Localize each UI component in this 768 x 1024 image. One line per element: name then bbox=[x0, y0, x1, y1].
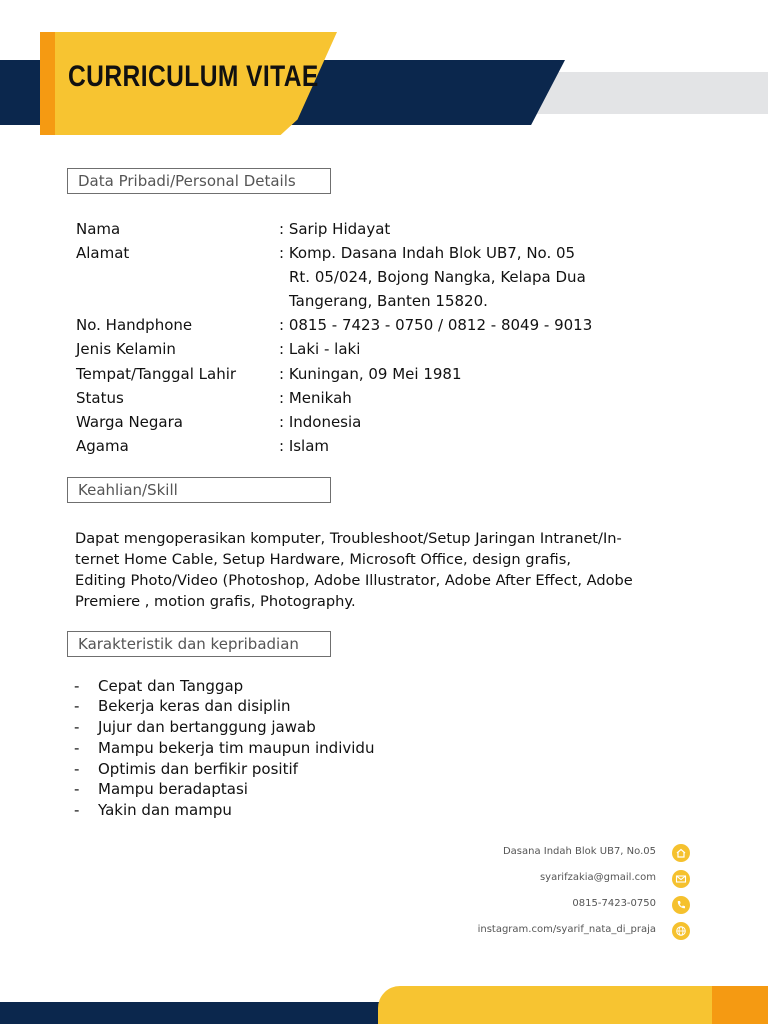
trait-text: Cepat dan Tanggap bbox=[98, 677, 244, 695]
value-tempat-tanggal-lahir: : Kuningan, 09 Mei 1981 bbox=[279, 365, 462, 383]
value-status: : Menikah bbox=[279, 389, 352, 407]
value-warga-negara: : Indonesia bbox=[279, 413, 362, 431]
value-handphone: : 0815 - 7423 - 0750 / 0812 - 8049 - 9013 bbox=[279, 316, 593, 334]
list-item bbox=[74, 780, 248, 798]
label-status: Status bbox=[76, 389, 124, 407]
trait-text: Yakin dan mampu bbox=[98, 801, 232, 819]
bullet-dash: - bbox=[74, 739, 80, 757]
list-item bbox=[74, 697, 291, 715]
label-tempat-tanggal-lahir: Tempat/Tanggal Lahir bbox=[76, 365, 237, 383]
value-jenis-kelamin: : Laki - laki bbox=[279, 340, 361, 358]
label-agama: Agama bbox=[76, 437, 129, 455]
label-alamat: Alamat bbox=[76, 244, 130, 262]
skill-line: Dapat mengoperasikan komputer, Troubleshoot/Setup Jaringan Intranet/In- bbox=[75, 530, 622, 547]
skill-line: Editing Photo/Video (Photoshop, Adobe Illustrator, Adobe After Effect, Adobe bbox=[75, 572, 633, 589]
value-alamat-line2: Rt. 05/024, Bojong Nangka, Kelapa Dua bbox=[289, 268, 586, 286]
skill-line: ternet Home Cable, Setup Hardware, Microsoft Office, design grafis, bbox=[75, 551, 571, 568]
header-gray-band bbox=[530, 72, 768, 114]
trait-text: Optimis dan berfikir positif bbox=[98, 760, 298, 778]
value-alamat-line1: : Komp. Dasana Indah Blok UB7, No. 05 bbox=[279, 244, 576, 262]
header-orange-stripe bbox=[40, 32, 55, 135]
trait-text: Mampu beradaptasi bbox=[98, 780, 248, 798]
bullet-dash: - bbox=[74, 718, 80, 736]
label-jenis-kelamin: Jenis Kelamin bbox=[76, 340, 176, 358]
contact-instagram[interactable]: instagram.com/syarif_nata_di_praja bbox=[477, 924, 656, 935]
phone-icon bbox=[672, 896, 690, 914]
mail-icon bbox=[672, 870, 690, 888]
list-item bbox=[74, 760, 298, 778]
list-item bbox=[74, 801, 232, 819]
footer-orange-block bbox=[712, 986, 768, 1024]
list-item bbox=[74, 718, 316, 736]
globe-icon bbox=[672, 922, 690, 940]
trait-text: Mampu bekerja tim maupun individu bbox=[98, 739, 375, 757]
label-warga-negara: Warga Negara bbox=[76, 413, 183, 431]
label-nama: Nama bbox=[76, 220, 121, 238]
footer-yellow-tab bbox=[378, 986, 712, 1024]
contact-address: Dasana Indah Blok UB7, No.05 bbox=[502, 846, 656, 857]
value-alamat-line3: Tangerang, Banten 15820. bbox=[289, 292, 488, 310]
section-title-traits: Karakteristik dan kepribadian bbox=[67, 631, 331, 657]
section-title-personal: Data Pribadi/Personal Details bbox=[67, 168, 331, 194]
list-item bbox=[74, 739, 374, 757]
value-nama: : Sarip Hidayat bbox=[279, 220, 391, 238]
section-title-skill: Keahlian/Skill bbox=[67, 477, 331, 503]
bullet-dash: - bbox=[74, 697, 80, 715]
page-title: CURRICULUM VITAE bbox=[68, 60, 319, 93]
list-item bbox=[74, 677, 243, 695]
home-icon bbox=[672, 844, 690, 862]
bullet-dash: - bbox=[74, 780, 80, 798]
skill-line: Premiere , motion grafis, Photography. bbox=[75, 593, 356, 610]
bullet-dash: - bbox=[74, 677, 80, 695]
bullet-dash: - bbox=[74, 760, 80, 778]
label-handphone: No. Handphone bbox=[76, 316, 193, 334]
contact-phone: 0815-7423-0750 bbox=[572, 898, 656, 909]
trait-text: Jujur dan bertanggung jawab bbox=[98, 718, 316, 736]
bullet-dash: - bbox=[74, 801, 80, 819]
trait-text: Bekerja keras dan disiplin bbox=[98, 697, 291, 715]
skill-paragraph bbox=[75, 528, 715, 612]
value-agama: : Islam bbox=[279, 437, 330, 455]
contact-email[interactable]: syarifzakia@gmail.com bbox=[539, 872, 656, 883]
